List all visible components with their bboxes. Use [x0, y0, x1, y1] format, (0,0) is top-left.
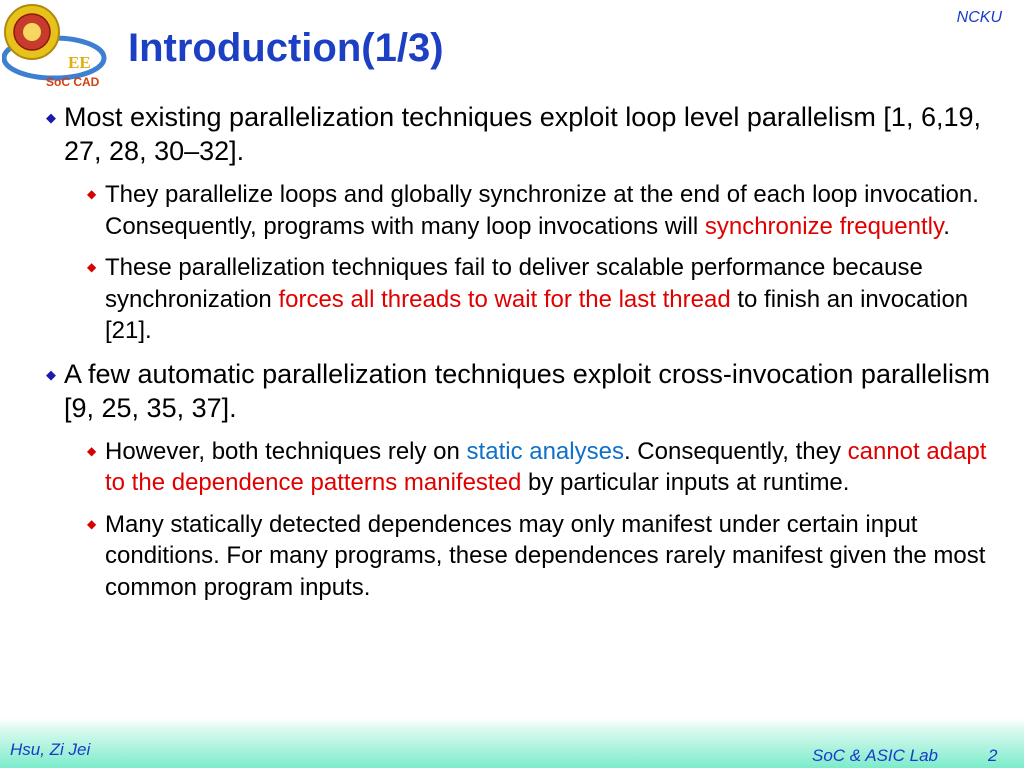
logo-ee-text: EE: [68, 53, 91, 72]
diamond-bullet-icon: ◆: [87, 443, 97, 458]
subbullet-synchronize-frequently: ◆ They parallelize loops and globally synchronize at the end of each loop invocation. Consequently, programs with many loop invocations will synchronize frequently.: [87, 181, 979, 240]
bullet-cross-invocation-parallelism: ◆ A few automatic parallelization techniques exploit cross-invocation parallelism [9, 25, 35, 37].: [46, 358, 990, 423]
subbullet-static-analyses: ◆ However, both techniques rely on static analyses. Consequently, they cannot adapt to the dependence patterns manifested by particular inputs at runtime.: [87, 437, 987, 496]
slide-body: [40, 100, 1000, 613]
bullet-loop-level-parallelism: ◆ Most existing parallelization techniques exploit loop level parallelism [1, 6,19, 27, 28, 30–32].: [46, 102, 981, 166]
subbullet-scalable-performance: ◆ These parallelization techniques fail to deliver scalable performance because synchronization forces all threads to wait for the last thread to finish an invocation [21].: [87, 254, 969, 344]
slide-title: Introduction(1/3): [128, 26, 444, 70]
emphasis-synchronize-frequently: synchronize frequently: [704, 212, 944, 240]
diamond-bullet-icon: ◆: [87, 516, 97, 531]
diamond-bullet-icon: ◆: [87, 187, 97, 201]
emphasis-wait-for-last-thread: forces all threads to wait for the last thread: [278, 285, 731, 313]
emphasis-static-analyses: static analyses: [466, 437, 624, 465]
page-number: 2: [988, 746, 998, 765]
diamond-bullet-icon: ◆: [46, 366, 56, 382]
subbullet-statically-detected-dependences: ◆ Many statically detected dependences may only manifest under certain input conditions. For many programs, these dependences rarely manifest given the most common program inputs.: [87, 510, 986, 601]
diamond-bullet-icon: ◆: [46, 110, 56, 125]
ncku-soc-cad-logo: [2, 2, 112, 88]
logo-caption: SoC CAD: [46, 75, 100, 88]
footer-author: Hsu, Zi Jei: [10, 740, 91, 759]
org-label: NCKU: [956, 9, 1002, 26]
footer-lab-name: SoC & ASIC Lab: [812, 746, 938, 765]
emphasis-cannot-adapt: cannot adapt to the dependence patterns manifested: [105, 437, 987, 496]
diamond-bullet-icon: ◆: [87, 260, 97, 274]
